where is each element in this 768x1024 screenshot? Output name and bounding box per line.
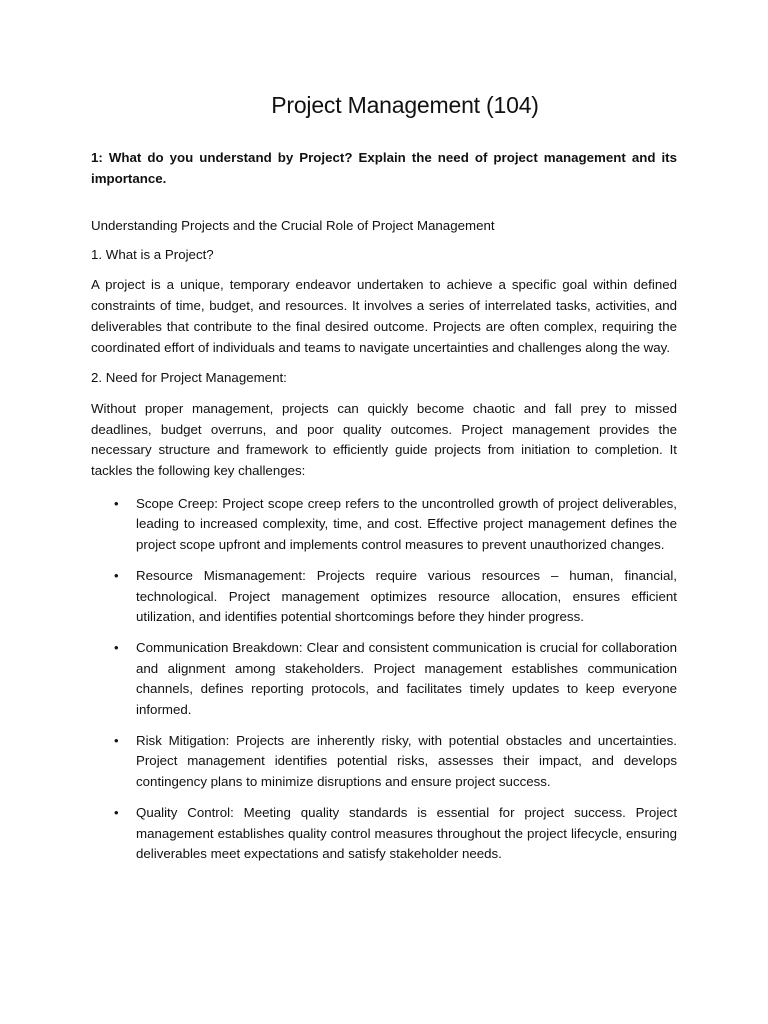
question-heading: 1: What do you understand by Project? Explain the need of project management and its importance. — [91, 150, 677, 186]
section1-paragraph: A project is a unique, temporary endeavor undertaken to achieve a specific goal within defined constraints of time, budget, and resources. It involves a series of interrelated tasks, activities, and deliverables that contribute to the final desired outcome. Projects are often complex, requiring the coordinated effort of individuals and teams to navigate uncertainties and challenges along the way. — [91, 277, 677, 355]
list-item-communication-breakdown — [91, 638, 677, 721]
bullet-text: Projects are inherently risky, with potential obstacles and uncertainties. Project management identifies potential risks, assesses their impact, and develops contingency plans to minimize disruptions and ensure project success. — [136, 732, 677, 790]
bullet-icon: • — [114, 567, 119, 583]
list-item-resource-mismanagement — [91, 566, 677, 628]
bullet-text: Clear and consistent communication is crucial for collaboration and alignment among stakeholders. Project management establishes communication channels, defines reporting protocols, and facilitates timely updates to keep everyone informed. — [136, 639, 677, 718]
bullet-term: Resource Mismanagement: — [136, 567, 306, 583]
bullet-icon: • — [114, 804, 119, 820]
section-subtitle: Understanding Projects and the Crucial Role of Project Management — [91, 218, 495, 233]
section1-heading: 1. What is a Project? — [91, 246, 214, 262]
list-item-quality-control — [91, 803, 677, 865]
bullet-icon: • — [114, 639, 119, 655]
bullet-term: Quality Control: — [136, 804, 234, 820]
bullet-text: Meeting quality standards is essential for project success. Project management establishes quality control measures throughout the project lifecycle, ensuring deliverables meet expectations and satisfy stakeholder needs. — [136, 804, 678, 862]
bullet-term: Scope Creep: — [136, 495, 218, 511]
challenges-list — [91, 494, 677, 865]
section2-heading: 2. Need for Project Management: — [91, 370, 287, 386]
bullet-term: Risk Mitigation: — [136, 732, 230, 748]
page-title: Project Management (104) — [271, 92, 539, 118]
list-item-scope-creep — [91, 494, 677, 556]
bullet-text: Projects require various resources – human, financial, technological. Project management optimizes resource allocation, ensures efficient utilization, and identifies potential shortcomings before they hinder progress. — [136, 567, 677, 625]
list-item-risk-mitigation — [91, 731, 677, 793]
bullet-icon: • — [114, 732, 119, 748]
bullet-icon: • — [114, 495, 119, 511]
bullet-text: Project scope creep refers to the uncontrolled growth of project deliverables, leading to increased complexity, time, and cost. Effective project management defines the project scope upfront and implements control measures to prevent unauthorized changes. — [136, 495, 677, 553]
section2-paragraph: Without proper management, projects can quickly become chaotic and fall prey to missed deadlines, budget overruns, and poor quality outcomes. Project management provides the necessary structure and framework to efficiently guide projects from initiation to completion. It tackles the following key challenges: — [91, 400, 677, 479]
bullet-term: Communication Breakdown: — [136, 639, 303, 655]
